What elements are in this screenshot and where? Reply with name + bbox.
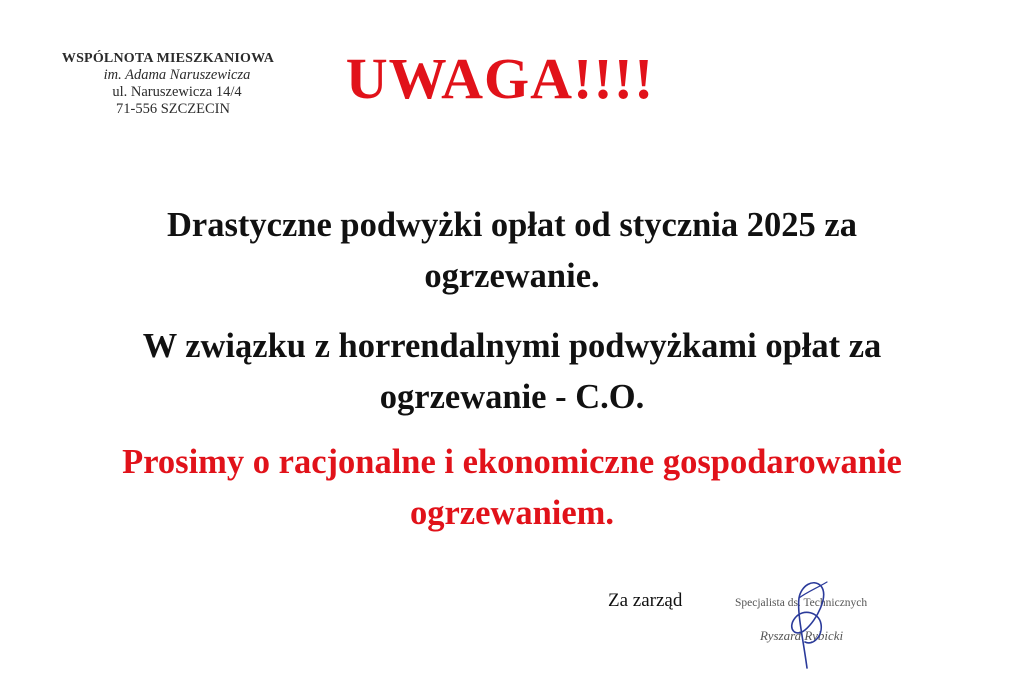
signature-stamp [735, 590, 905, 675]
stamp-line-association: WSPÓLNOTA MIESZKANIOWA [61, 51, 275, 66]
handwritten-signature [777, 558, 837, 678]
paragraph-line: ogrzewanie. [424, 257, 600, 295]
signature-name: Ryszard Rybicki [760, 628, 844, 643]
paragraph-line: Drastyczne podwyżki opłat od stycznia 2025 za [167, 206, 857, 244]
signature-title: Specjalista ds. Technicznych [735, 597, 868, 609]
paragraph-line: ogrzewaniem. [409, 494, 615, 532]
stamp-line-city: 71-556 SZCZECIN [116, 101, 230, 117]
paragraph-line: W związku z horrendalnymi podwyżkami opłat za [142, 327, 882, 365]
notice-paragraph-price-increase [0, 200, 1024, 302]
notice-paragraph-reason [0, 321, 1024, 423]
paragraph-line: Prosimy o racjonalne i ekonomiczne gospodarowanie [122, 443, 902, 481]
paragraph-line: ogrzewanie - C.O. [379, 378, 645, 416]
stamp-line-street: ul. Naruszewicza 14/4 [112, 84, 242, 100]
stamp-line-name: im. Adama Naruszewicza [103, 67, 251, 83]
notice-paragraph-request [0, 437, 1024, 539]
signoff-text: Za zarząd [608, 590, 683, 611]
notice-heading: UWAGA!!!! [345, 46, 655, 111]
